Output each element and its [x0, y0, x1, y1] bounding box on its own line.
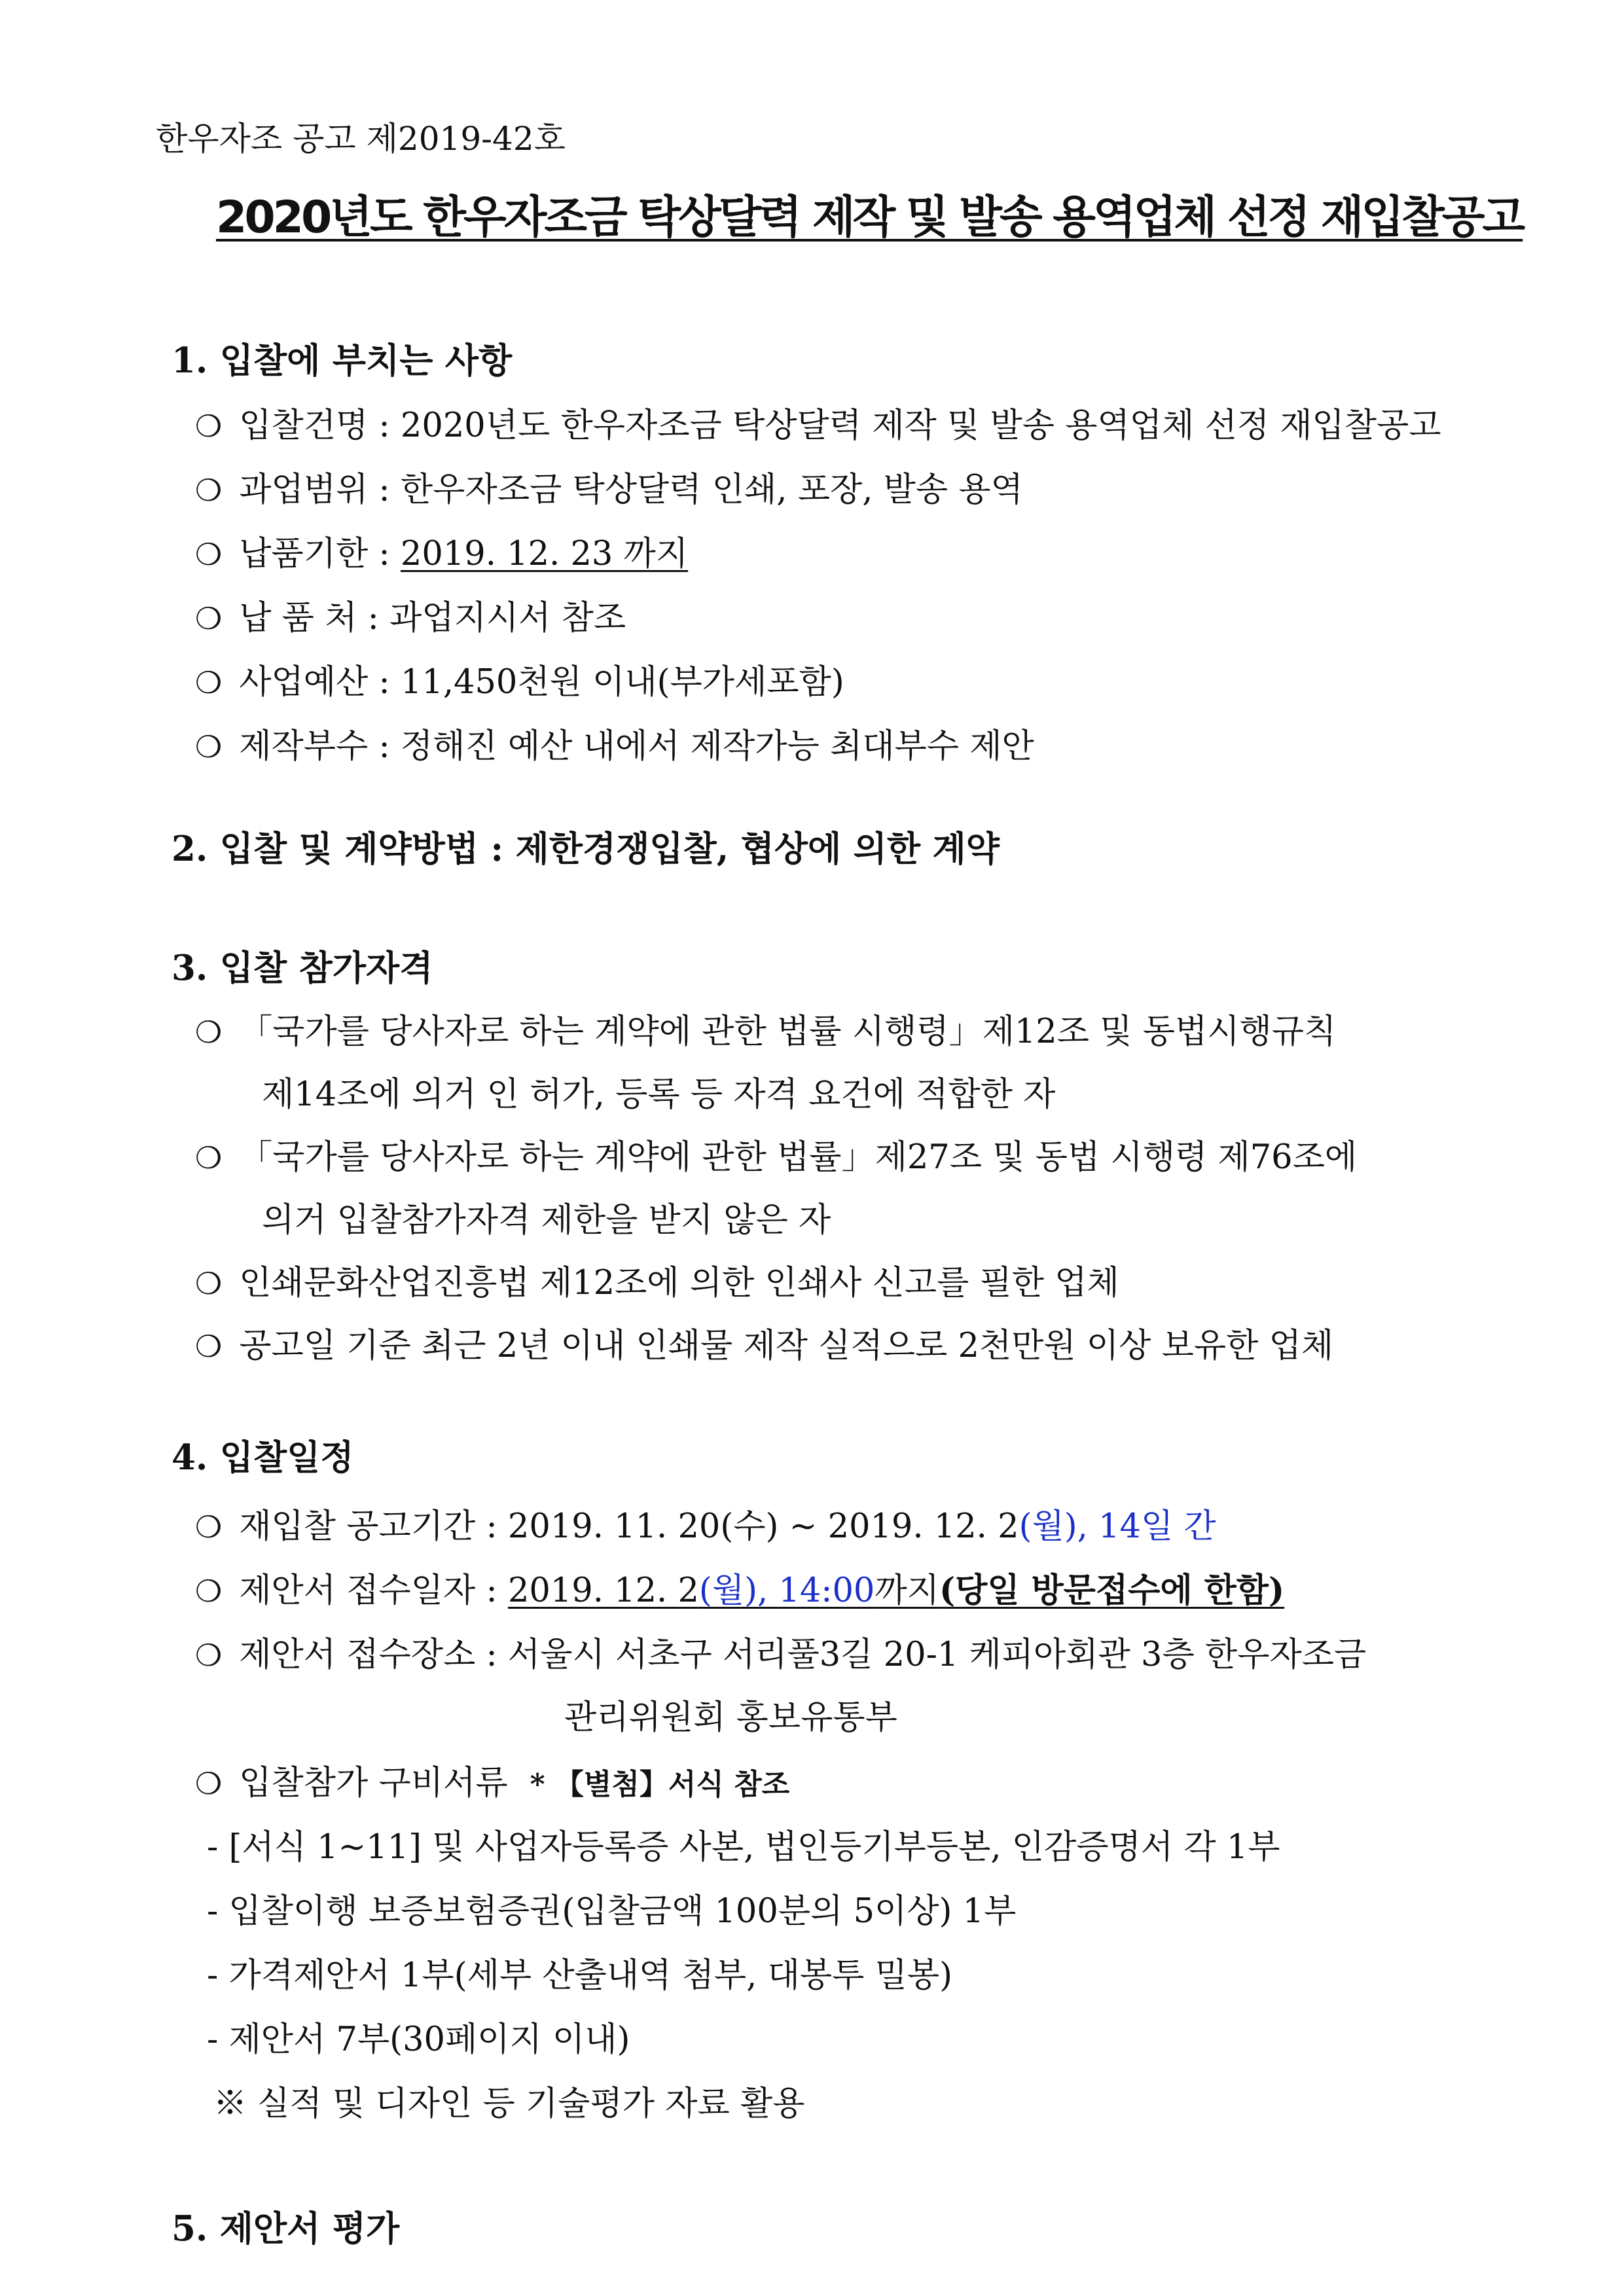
circle-bullet-icon: ❍ — [195, 1266, 223, 1301]
section3-item-2: ❍ 「국가를 당사자로 하는 계약에 관한 법률」제27조 및 동법 시행령 제76조에 — [195, 1138, 1358, 1177]
section1-item-delivery: ❍ 납 품 처 : 과업지시서 참조 — [195, 599, 626, 637]
circle-bullet-icon: ❍ — [195, 408, 223, 444]
proposal-receipt-place: ❍ 제안서 접수장소 : 서울시 서초구 서리풀3길 20-1 케피아회관 3층 한우자조금 — [195, 1636, 1367, 1674]
section3-item-2-cont: 의거 입찰참가자격 제한을 받지 않은 자 — [262, 1201, 831, 1240]
section1-item-deadline: ❍ 납품기한 : 2019. 12. 23 까지 — [195, 535, 689, 573]
circle-bullet-icon: ❍ — [195, 537, 223, 572]
section3-item-4: ❍ 공고일 기준 최근 2년 이내 인쇄물 제작 실적으로 2천만원 이상 보유한 업체 — [195, 1327, 1334, 1365]
document-item: - 가격제안서 1부(세부 산출내역 첨부, 대봉투 밀봉) — [207, 1956, 953, 1995]
proposal-receipt-place-cont: 관리위원회 홍보유통부 — [564, 1698, 897, 1737]
document-item: - 제안서 7부(30페이지 이내) — [207, 2020, 630, 2059]
section1-item-budget: ❍ 사업예산 : 11,450천원 이내(부가세포함) — [195, 663, 844, 702]
page-title: 2020년도 한우자조금 탁상달력 제작 및 발송 용역업체 선정 재입찰공고 — [216, 192, 1523, 243]
document-item: - 입찰이행 보증보험증권(입찰금액 100분의 5이상) 1부 — [207, 1892, 1017, 1931]
deadline-date: 2019. 12. 23 까지 — [400, 535, 689, 573]
section3-item-3: ❍ 인쇄문화산업진흥법 제12조에 의한 인쇄사 신고를 필한 업체 — [195, 1264, 1119, 1302]
section3-item-1-cont: 제14조에 의거 인 허가, 등록 등 자격 요건에 적합한 자 — [262, 1075, 1056, 1114]
section3-heading: 3. 입찰 참가자격 — [171, 948, 433, 988]
section4-heading: 4. 입찰일정 — [171, 1437, 354, 1478]
circle-bullet-icon: ❍ — [195, 1014, 223, 1050]
required-documents: ❍ 입찰참가 구비서류 * 【별첨】서식 참조 — [195, 1764, 790, 1803]
section3-item-1: ❍ 「국가를 당사자로 하는 계약에 관한 법률 시행령」제12조 및 동법시행규칙 — [195, 1013, 1337, 1051]
circle-bullet-icon: ❍ — [195, 729, 223, 764]
circle-bullet-icon: ❍ — [195, 601, 223, 636]
remark-note: ※ 실적 및 디자인 등 기술평가 자료 활용 — [213, 2085, 805, 2123]
section1-item-name: ❍ 입찰건명 : 2020년도 한우자조금 탁상달력 제작 및 발송 용역업체 선정 재입찰공고 — [195, 406, 1441, 445]
section5-heading: 5. 제안서 평가 — [171, 2208, 400, 2249]
section1-item-scope: ❍ 과업범위 : 한우자조금 탁상달력 인쇄, 포장, 발송 용역 — [195, 471, 1023, 509]
document-item: - [서식 1~11] 및 사업자등록증 사본, 법인등기부등본, 인감증명서 각 1부 — [207, 1828, 1280, 1867]
rebid-period: ❍ 재입찰 공고기간 : 2019. 11. 20(수) ~ 2019. 12. 2(월), 14일 간 — [195, 1507, 1216, 1546]
section1-heading: 1. 입찰에 부치는 사항 — [171, 340, 513, 381]
notice-number: 한우자조 공고 제2019-42호 — [156, 120, 566, 158]
circle-bullet-icon: ❍ — [195, 1638, 223, 1673]
circle-bullet-icon: ❍ — [195, 1509, 223, 1545]
circle-bullet-icon: ❍ — [195, 1573, 223, 1609]
circle-bullet-icon: ❍ — [195, 1766, 223, 1801]
section1-item-copies: ❍ 제작부수 : 정해진 예산 내에서 제작가능 최대부수 제안 — [195, 727, 1034, 766]
circle-bullet-icon: ❍ — [195, 473, 223, 508]
circle-bullet-icon: ❍ — [195, 1329, 223, 1364]
proposal-receipt-date: ❍ 제안서 접수일자 : 2019. 12. 2(월), 14:00까지(당일 방문접수에 한함) — [195, 1571, 1285, 1610]
section2-heading: 2. 입찰 및 계약방법 : 제한경쟁입찰, 협상에 의한 계약 — [171, 829, 1000, 869]
circle-bullet-icon: ❍ — [195, 1140, 223, 1175]
circle-bullet-icon: ❍ — [195, 665, 223, 700]
